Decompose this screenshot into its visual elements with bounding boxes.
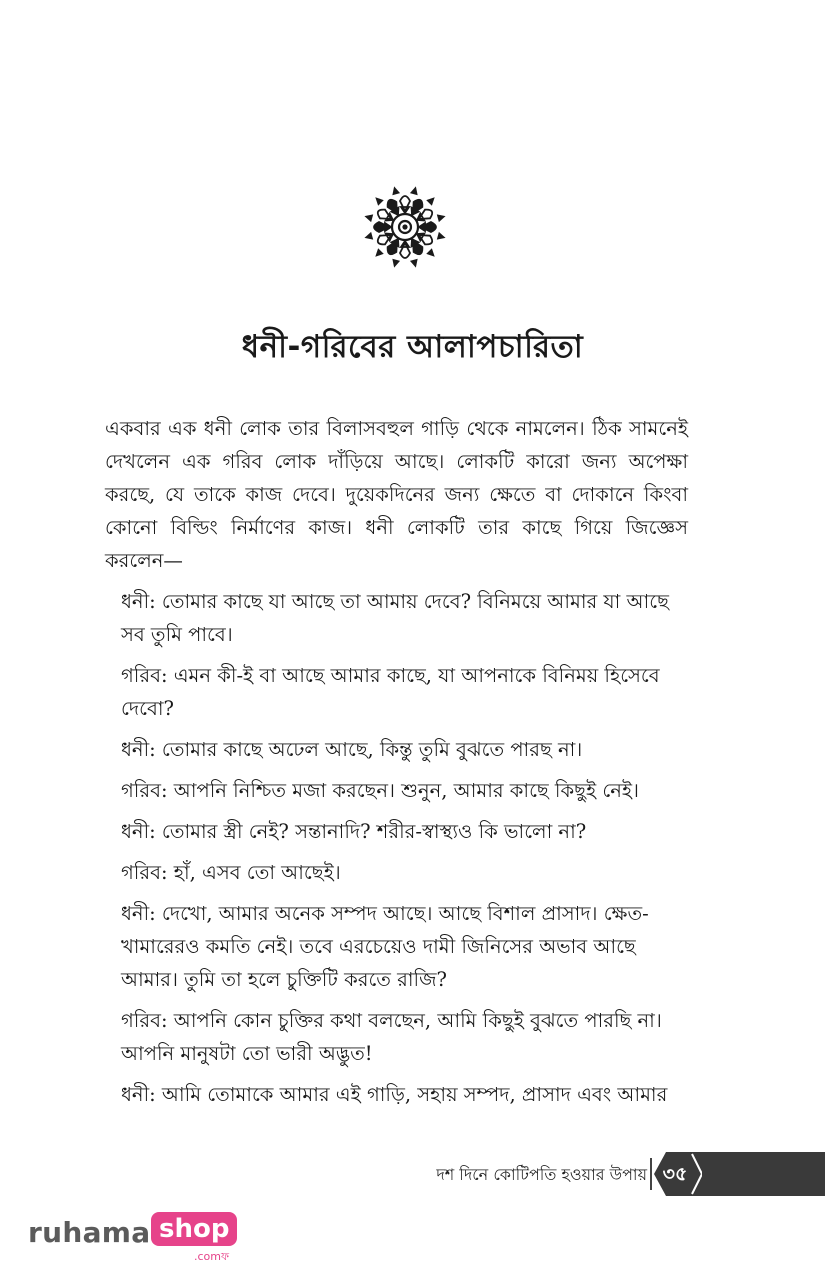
dialogue-text: তোমার কাছে যা আছে তা আমায় দেবে? বিনিময়ে আমার যা আছে সব তুমি পাবে। — [121, 590, 669, 646]
dialogue-0 — [121, 585, 688, 651]
dialogue-1 — [121, 659, 688, 725]
dialogue-text: তোমার কাছে অঢেল আছে, কিন্তু তুমি বুঝতে পারছ না। — [161, 738, 583, 761]
intro-paragraph: একবার এক ধনী লোক তার বিলাসবহুল গাড়ি থেকে নামলেন। ঠিক সামনেই দেখলেন এক গরিব লোক দাঁড়িয়ে আছে। লোকটি কারো জন্য অপেক্ষা করছে, যে তাকে কাজ দেবে। দুয়েকদিনের জন্য ক্ষেতে বা দোকানে কিংবা কোনো বিল্ডিং নির্মাণের কাজ। ধনী লোকটি তার কাছে গিয়ে জিজ্ঞেস করলেন— — [105, 417, 688, 572]
dialogue-text: দেখো, আমার অনেক সম্পদ আছে। আছে বিশাল প্রাসাদ। ক্ষেত-খামারেরও কমতি নেই। তবে এরচেয়েও দামী জিনিসের অভাব আছে আমার। তুমি তা হলে চুক্তিটি করতে রাজি? — [121, 902, 649, 991]
dialogue-6 — [121, 897, 688, 996]
speaker-label: গরিব: — [121, 1009, 168, 1032]
dialogue-text: আমি তোমাকে আমার এই গাড়ি, সহায় সম্পদ, প্রাসাদ এবং আমার — [161, 1083, 668, 1106]
footer-divider — [650, 1158, 652, 1190]
dialogue-3 — [121, 774, 688, 807]
dialogue-8 — [121, 1078, 688, 1111]
dialogue-7 — [121, 1004, 688, 1070]
dialogue-text: আপনি নিশ্চিত মজা করছেন। শুনুন, আমার কাছে কিছুই নেই। — [173, 779, 639, 802]
speaker-label: গরিব: — [121, 779, 168, 802]
dialogue-5 — [121, 856, 688, 889]
speaker-label: ধনী: — [121, 820, 156, 843]
dialogue-4 — [121, 815, 688, 848]
logo-text-shop: shop — [151, 1212, 237, 1246]
mandala-ornament-icon — [363, 185, 447, 269]
speaker-label: গরিব: — [121, 861, 168, 884]
speaker-label: ধনী: — [121, 902, 156, 925]
dialogue-text: এমন কী-ই বা আছে আমার কাছে, যা আপনাকে বিনিময় হিসেবে দেবো? — [121, 664, 660, 720]
speaker-label: গরিব: — [121, 664, 168, 687]
dialogue-text: আপনি কোন চুক্তির কথা বলছেন, আমি কিছুই বুঝতে পারছি না। আপনি মানুষটা তো ভারী অদ্ভুত! — [121, 1009, 662, 1065]
dialogue-2 — [121, 733, 688, 766]
speaker-label: ধনী: — [121, 1083, 156, 1106]
article-body — [105, 412, 688, 1119]
speaker-label: ধনী: — [121, 738, 156, 761]
logo-text-ruhama: ruhama — [28, 1216, 151, 1249]
logo-text-com: .comফ — [194, 1250, 230, 1263]
footer-bar — [683, 1152, 825, 1196]
page-number: ৩৫ — [662, 1163, 688, 1185]
dialogue-text: তোমার স্ত্রী নেই? সন্তানাদি? শরীর-স্বাস্থ্যও কি ভালো না? — [161, 820, 587, 843]
speaker-label: ধনী: — [121, 590, 156, 613]
running-footer-book-title: দশ দিনে কোটিপতি হওয়ার উপায় — [436, 1165, 647, 1184]
chapter-title: ধনী-গরিবের আলাপচারিতা — [241, 329, 584, 365]
dialogue-text: হাঁ, এসব তো আছেই। — [173, 861, 341, 884]
